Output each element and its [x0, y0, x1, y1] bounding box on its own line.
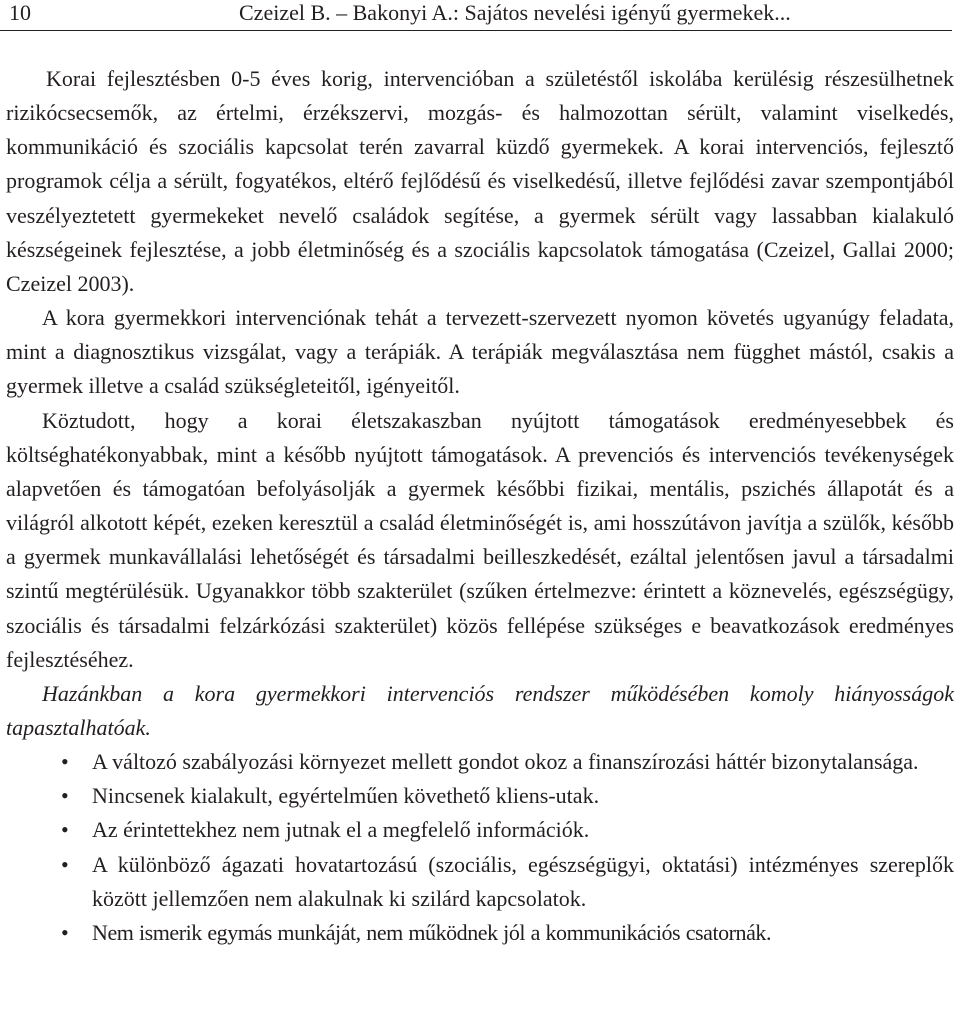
page-number: 10: [9, 0, 31, 25]
list-item: [6, 745, 954, 779]
list-item-text: Nem ismerik egymás munkáját, nem működnek jól a kommunikációs csatornák.: [92, 919, 772, 945]
paragraph-deficiencies-note: Hazánkban a kora gyermekkori intervenciós rendszer működésében komoly hiányosságok tapasztalhatóak.: [6, 680, 954, 740]
body-text: [6, 62, 954, 950]
list-item: [6, 848, 954, 916]
bullet-icon: •: [61, 783, 69, 809]
list-item: [6, 779, 954, 813]
paragraph-cost-effectiveness: Köztudott, hogy a korai életszakaszban nyújtott támogatások eredményesebbek és költséghatékonyabbak, mint a később nyújtott támogatások. A prevenciós és intervenciós tevékenységek alapvetően és támogatóan befolyásolják a gyermek későbbi fizikai, mentális, pszichés állapotát és a világról alkotott képét, ezeken keresztül a család életminőségét is, ami hosszútávon javítja a szülők, később a gyermek munkavállalási lehetőségét és társadalmi beilleszkedését, ezáltal jelentősen javul a társadalmi szintű megtérülésük. Ugyanakkor több szakterület (szűken értelmezve: érintett a köznevelés, egészségügy, szociális és társadalmi felzárkózási szakterület) közös fellépése szükséges e beavatkozások eredményes fejlesztéséhez.: [6, 407, 954, 672]
list-item-text: A változó szabályozási környezet mellett gondot okoz a finanszírozási háttér bizonytalansága.: [92, 749, 919, 775]
list-item-text: Az érintettekhez nem jutnak el a megfelelő információk.: [92, 817, 590, 843]
bullet-icon: •: [61, 817, 69, 843]
deficiency-list: [6, 745, 954, 950]
bullet-icon: •: [61, 749, 69, 775]
list-item: [6, 813, 954, 847]
running-title: Czeizel B. – Bakonyi A.: Sajátos nevelési igényű gyermekek...: [239, 0, 791, 25]
bullet-icon: •: [61, 851, 69, 877]
bullet-icon: •: [61, 919, 69, 945]
running-header: [0, 0, 952, 31]
list-item-text: Nincsenek kialakult, egyértelműen követhető kliens-utak.: [92, 783, 600, 809]
list-item: [6, 916, 954, 950]
paragraph-early-intervention: Korai fejlesztésben 0-5 éves korig, intervencióban a születéstől iskolába kerülésig részesülhetnek rizikócsecsemők, az értelmi, érzékszervi, mozgás- és halmozottan sérült, valamint viselkedés, kommunikáció és szociális kapcsolat terén zavarral küzdő gyermekek. A korai intervenciós, fejlesztő programok célja a sérült, fogyatékos, eltérő fejlődésű és viselkedésű, illetve fejlődési zavar szempontjából veszélyeztetett gyermekeket nevelő családok segítése, a gyermek sérült vagy lassabban kialakuló készségeinek fejlesztése, a jobb életminőség és a szociális kapcsolatok támogatása (Czeizel, Gallai 2000; Czeizel 2003).: [6, 66, 954, 296]
list-item-text: A különböző ágazati hovatartozású (szociális, egészségügyi, oktatási) intézményes szereplők között jellemzően nem alakulnak ki szilárd kapcsolatok.: [92, 851, 954, 911]
paragraph-tasks-of-intervention: A kora gyermekkori intervenciónak tehát a tervezett-szervezett nyomon követés ugyanúgy feladata, mint a diagnosztikus vizsgálat, vagy a terápiák. A terápiák megválasztása nem függhet mástól, csakis a gyermek illetve a család szükségleteitől, igényeitől.: [6, 305, 954, 399]
